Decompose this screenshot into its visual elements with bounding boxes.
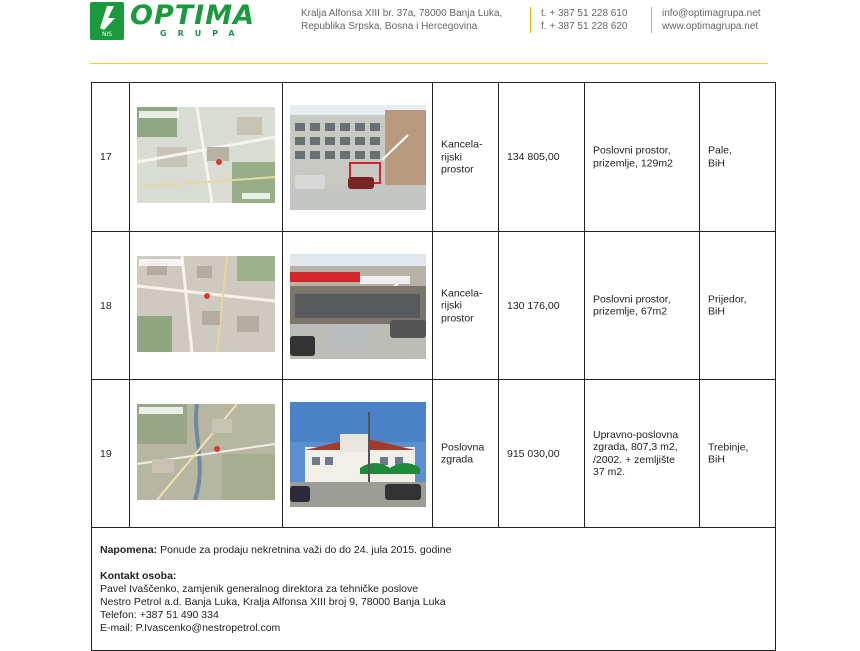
location-map-image bbox=[137, 404, 275, 500]
header-divider bbox=[530, 7, 531, 33]
location-cell: Pale, BiH bbox=[708, 144, 732, 169]
property-type-cell: Kancela- rijski prostor bbox=[433, 83, 499, 231]
table-row bbox=[92, 232, 775, 380]
contact-name: Pavel Ivaščenko, zamjenik generalnog direktora za tehničke poslove bbox=[100, 583, 419, 595]
table-row bbox=[92, 380, 775, 528]
logo-wordmark: OPTIMA bbox=[130, 0, 255, 31]
property-photo bbox=[290, 254, 426, 359]
location-map-image bbox=[137, 107, 275, 203]
logo-subtitle: GRUPA bbox=[160, 29, 246, 38]
location-cell: Prijedor, BiH bbox=[708, 293, 747, 318]
price-cell: 134 805,00 bbox=[499, 83, 585, 231]
property-table bbox=[91, 82, 776, 651]
description-cell: Upravno-poslovna zgrada, 807,3 m2, /2002. + zemljište 37 m2. bbox=[585, 380, 700, 527]
description-cell: Poslovni prostor, prizemlje, 67m2 bbox=[585, 232, 700, 379]
nis-logo-icon bbox=[90, 2, 124, 40]
map-cell bbox=[130, 83, 283, 231]
location-map-image bbox=[137, 256, 275, 352]
contact-email[interactable]: E-mail: P.Ivascenko@nestropetrol.com bbox=[100, 622, 281, 634]
property-photo bbox=[290, 105, 426, 210]
property-type-cell: Kancela- rijski prostor bbox=[433, 232, 499, 379]
property-photo bbox=[290, 402, 426, 507]
photo-cell bbox=[283, 83, 433, 231]
price-cell: 130 176,00 bbox=[499, 232, 585, 379]
contact-label: Kontakt osoba: bbox=[100, 570, 177, 582]
note-label: Napomena: bbox=[100, 544, 158, 556]
row-number-cell: 18 bbox=[92, 232, 130, 379]
letterhead bbox=[0, 0, 860, 66]
property-type-cell: Poslovna zgrada bbox=[433, 380, 499, 527]
row-number-cell: 17 bbox=[92, 83, 130, 231]
contact-phone: Telefon: +387 51 490 334 bbox=[100, 609, 219, 621]
photo-cell bbox=[283, 380, 433, 527]
map-cell bbox=[130, 232, 283, 379]
note-text: Ponude za prodaju nekretnina važi do do 24. jula 2015. godine bbox=[157, 544, 452, 556]
note-line bbox=[100, 544, 451, 556]
company-web bbox=[662, 7, 761, 33]
contact-company: Nestro Petrol a.d. Banja Luka, Kralja Alfonsa XIII broj 9, 78000 Banja Luka bbox=[100, 596, 446, 608]
header-rule bbox=[90, 63, 768, 64]
optima-logo bbox=[90, 2, 270, 40]
logo-badge-text: NIS bbox=[101, 31, 113, 38]
location-cell: Trebinje, BiH bbox=[708, 441, 749, 466]
website-link[interactable]: www.optimagrupa.net bbox=[662, 21, 759, 32]
description-cell: Poslovni prostor, prizemlje, 129m2 bbox=[585, 83, 700, 231]
note-section bbox=[92, 528, 775, 650]
row-number-cell: 19 bbox=[92, 380, 130, 527]
company-address: Kralja Alfonsa XIII br. 37a, 78000 Banja Luka, Republika Srpska, Bosna i Hercegovina bbox=[301, 8, 503, 32]
company-phone: t. + 387 51 228 610 f. + 387 51 228 620 bbox=[541, 8, 628, 32]
photo-cell bbox=[283, 232, 433, 379]
header-divider bbox=[651, 7, 652, 33]
price-cell: 915 030,00 bbox=[499, 380, 585, 527]
map-cell bbox=[130, 380, 283, 527]
email-link[interactable]: info@optimagrupa.net bbox=[662, 8, 761, 19]
table-row bbox=[92, 83, 775, 232]
